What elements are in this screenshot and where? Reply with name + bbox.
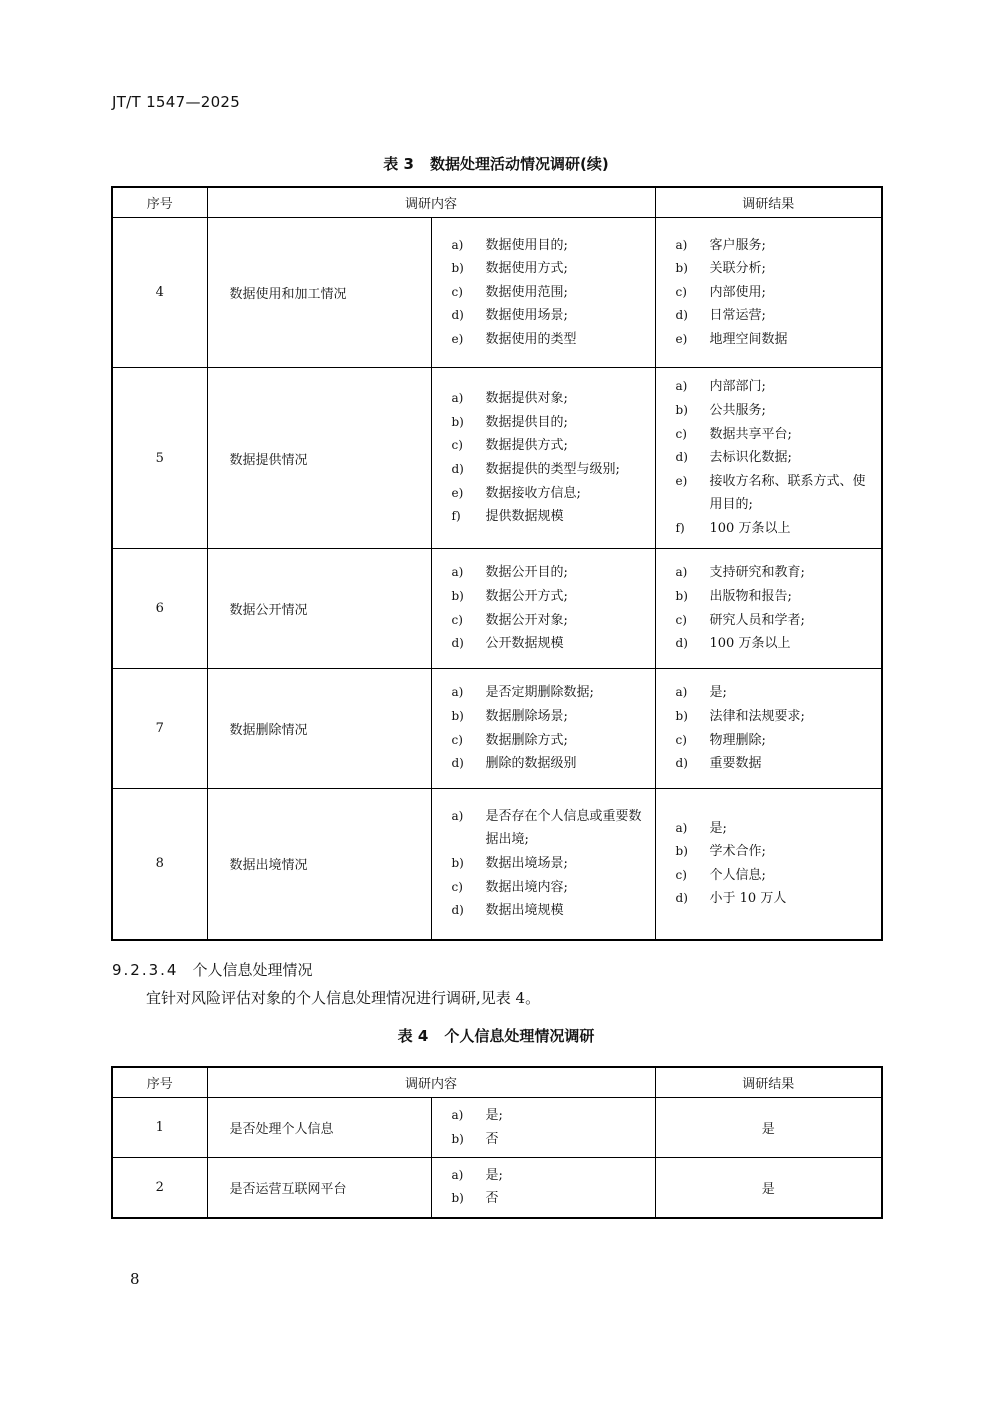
- list-item: [676, 752, 878, 776]
- table3: [111, 186, 883, 941]
- list-marker: e): [675, 473, 688, 488]
- list-text: 客户服务;: [709, 237, 766, 253]
- table3-header-no: 序号: [112, 187, 207, 218]
- table-row: [112, 218, 882, 368]
- list-text: 内部使用;: [709, 284, 766, 300]
- list-item: [452, 411, 651, 435]
- list-marker: c): [451, 284, 463, 299]
- list-marker: d): [451, 462, 464, 476]
- list-item: [452, 681, 651, 705]
- list-marker: b): [451, 1131, 464, 1146]
- item-list: [656, 681, 882, 775]
- list-text: 研究人员和学者;: [709, 612, 805, 628]
- list-text: 数据公开目的;: [485, 565, 568, 581]
- table4: [111, 1066, 883, 1219]
- list-marker: a): [451, 685, 464, 700]
- list-item: [676, 517, 878, 541]
- row-number: 4: [112, 218, 207, 368]
- list-text: 是;: [709, 820, 727, 836]
- list-item: [452, 482, 651, 506]
- row-content: [431, 1098, 655, 1158]
- list-marker: a): [675, 379, 688, 394]
- list-item: [452, 281, 651, 305]
- list-marker: e): [451, 485, 464, 500]
- list-item: [452, 899, 651, 923]
- list-item: [452, 1164, 651, 1188]
- row-content: [431, 368, 655, 549]
- list-marker: c): [675, 732, 687, 747]
- list-item: [452, 876, 651, 900]
- list-marker: a): [675, 565, 688, 580]
- list-item: [452, 1128, 651, 1152]
- list-text: 数据使用范围;: [485, 284, 568, 300]
- row-item: 数据公开情况: [207, 549, 431, 669]
- list-item: [452, 729, 651, 753]
- list-item: [452, 505, 651, 529]
- row-content: [431, 549, 655, 669]
- list-marker: a): [451, 1107, 464, 1122]
- list-marker: f): [675, 520, 685, 535]
- list-item: [676, 817, 878, 841]
- list-item: [452, 852, 651, 876]
- item-list: [432, 1104, 655, 1151]
- table-row: [112, 368, 882, 549]
- list-text: 数据删除场景;: [485, 708, 568, 724]
- list-marker: c): [451, 612, 463, 627]
- list-text: 数据出境场景;: [485, 855, 568, 871]
- list-marker: c): [451, 438, 463, 453]
- standard-code: JT/T 1547—2025: [112, 93, 241, 111]
- list-marker: e): [451, 331, 464, 346]
- item-list: [432, 1164, 655, 1211]
- list-text: 法律和法规要求;: [709, 708, 805, 724]
- list-item: [676, 585, 878, 609]
- section-number: 9.2.3.4: [112, 961, 179, 979]
- table4-caption-title: 个人信息处理情况调研: [444, 1027, 595, 1045]
- item-list: [656, 234, 882, 352]
- list-text: 出版物和报告;: [709, 588, 792, 604]
- list-marker: c): [451, 879, 463, 894]
- list-text: 去标识化数据;: [709, 450, 792, 466]
- list-marker: b): [675, 588, 688, 603]
- list-marker: d): [451, 636, 464, 651]
- table4-header-row: [112, 1067, 882, 1098]
- row-item: 是否处理个人信息: [207, 1098, 431, 1158]
- table3-caption: [0, 153, 992, 174]
- table-row: [112, 1158, 882, 1218]
- list-item: [452, 561, 651, 585]
- page-number: 8: [130, 1270, 140, 1288]
- list-text: 数据公开方式;: [485, 588, 568, 604]
- list-text: 公共服务;: [709, 403, 766, 419]
- row-number: 6: [112, 549, 207, 669]
- list-item: [452, 1187, 651, 1211]
- list-item: [452, 304, 651, 328]
- list-text: 是;: [485, 1167, 503, 1183]
- row-item: 数据删除情况: [207, 669, 431, 789]
- list-text: 数据出境规模: [485, 903, 564, 919]
- list-marker: b): [675, 708, 688, 723]
- list-item: [452, 632, 651, 656]
- table-row: [112, 669, 882, 789]
- list-marker: d): [451, 756, 464, 771]
- list-marker: b): [675, 844, 688, 859]
- list-marker: c): [675, 612, 687, 627]
- list-item: [452, 1104, 651, 1128]
- list-marker: f): [451, 509, 461, 524]
- table4-caption: [0, 1025, 992, 1046]
- list-item: [452, 609, 651, 633]
- list-item: [452, 585, 651, 609]
- list-text: 删除的数据级别: [485, 756, 577, 772]
- row-number: 8: [112, 789, 207, 940]
- list-marker: b): [451, 708, 464, 723]
- row-item: 数据出境情况: [207, 789, 431, 940]
- list-text: 数据公开对象;: [485, 612, 568, 628]
- list-text: 支持研究和教育;: [709, 565, 805, 581]
- row-result: 是: [655, 1098, 882, 1158]
- list-text: 数据使用场景;: [485, 308, 568, 324]
- row-number: 5: [112, 368, 207, 549]
- list-item: [452, 234, 651, 258]
- list-text: 是;: [485, 1107, 503, 1123]
- list-text: 内部部门;: [709, 379, 766, 395]
- list-marker: d): [675, 636, 688, 651]
- list-text: 数据提供方式;: [485, 438, 568, 454]
- list-marker: a): [451, 808, 464, 823]
- list-text: 重要数据: [709, 756, 762, 772]
- row-result: 是: [655, 1158, 882, 1218]
- list-marker: c): [451, 732, 463, 747]
- list-marker: c): [675, 284, 687, 299]
- list-text: 数据提供目的;: [485, 414, 568, 430]
- list-item: [676, 470, 878, 517]
- section-title: 个人信息处理情况: [192, 961, 313, 979]
- item-list: [432, 234, 655, 352]
- list-text: 否: [485, 1191, 499, 1207]
- table3-header-content: 调研内容: [207, 187, 655, 218]
- item-list: [656, 375, 882, 540]
- list-item: [676, 864, 878, 888]
- list-marker: d): [675, 891, 688, 906]
- list-marker: a): [451, 565, 464, 580]
- row-result: [655, 218, 882, 368]
- list-item: [676, 328, 878, 352]
- list-text: 数据删除方式;: [485, 732, 568, 748]
- list-text: 个人信息;: [709, 867, 766, 883]
- list-item: [452, 752, 651, 776]
- list-item: [452, 705, 651, 729]
- list-marker: b): [451, 588, 464, 603]
- table3-caption-label: 表 3: [383, 155, 414, 173]
- list-marker: e): [675, 331, 688, 346]
- list-text: 提供数据规模: [485, 509, 564, 525]
- list-item: [452, 458, 651, 482]
- list-text: 是;: [709, 685, 727, 701]
- table4-header-no: 序号: [112, 1067, 207, 1098]
- list-text: 小于 10 万人: [709, 891, 787, 907]
- list-item: [676, 281, 878, 305]
- item-list: [432, 681, 655, 775]
- list-marker: b): [675, 403, 688, 418]
- table3-header-result: 调研结果: [655, 187, 882, 218]
- list-marker: b): [451, 855, 464, 870]
- list-text: 公开数据规模: [485, 636, 564, 652]
- row-content: [431, 669, 655, 789]
- list-text: 数据使用方式;: [485, 261, 568, 277]
- row-result: [655, 669, 882, 789]
- list-text: 学术合作;: [709, 844, 766, 860]
- item-list: [656, 561, 882, 655]
- list-marker: d): [675, 308, 688, 323]
- list-item: [452, 434, 651, 458]
- list-marker: d): [451, 903, 464, 918]
- list-item: [676, 375, 878, 399]
- row-item: 是否运营互联网平台: [207, 1158, 431, 1218]
- row-number: 2: [112, 1158, 207, 1218]
- table-row: [112, 1098, 882, 1158]
- list-text: 数据接收方信息;: [485, 485, 581, 501]
- row-content: [431, 789, 655, 940]
- list-item: [676, 304, 878, 328]
- list-item: [676, 705, 878, 729]
- list-item: [452, 387, 651, 411]
- list-item: [676, 257, 878, 281]
- row-content: [431, 1158, 655, 1218]
- item-list: [432, 561, 655, 655]
- list-item: [452, 805, 651, 852]
- list-marker: a): [451, 237, 464, 252]
- list-text: 否: [485, 1131, 499, 1147]
- list-text: 日常运营;: [709, 308, 766, 324]
- table-row: [112, 549, 882, 669]
- list-text: 是否存在个人信息或重要数据出境;: [485, 808, 642, 848]
- list-text: 数据提供的类型与级别;: [485, 462, 620, 477]
- row-number: 7: [112, 669, 207, 789]
- list-item: [676, 632, 878, 656]
- item-list: [656, 817, 882, 911]
- list-marker: c): [675, 426, 687, 441]
- item-list: [432, 387, 655, 529]
- list-item: [676, 561, 878, 585]
- list-marker: a): [675, 237, 688, 252]
- row-result: [655, 789, 882, 940]
- table4-caption-label: 表 4: [397, 1027, 429, 1045]
- list-marker: c): [675, 867, 687, 882]
- table-row: [112, 789, 882, 940]
- row-item: 数据使用和加工情况: [207, 218, 431, 368]
- list-marker: b): [451, 261, 464, 276]
- list-marker: d): [675, 756, 688, 771]
- list-item: [676, 729, 878, 753]
- list-item: [676, 609, 878, 633]
- list-item: [676, 446, 878, 470]
- row-result: [655, 368, 882, 549]
- table3-header-row: [112, 187, 882, 218]
- list-text: 数据出境内容;: [485, 879, 568, 895]
- list-text: 数据使用的类型: [485, 331, 577, 347]
- list-text: 数据提供对象;: [485, 391, 568, 407]
- list-marker: d): [675, 450, 688, 465]
- section-heading: [112, 959, 313, 980]
- list-item: [452, 257, 651, 281]
- list-item: [676, 423, 878, 447]
- list-text: 物理删除;: [709, 732, 766, 748]
- table4-header-content: 调研内容: [207, 1067, 655, 1098]
- list-item: [676, 887, 878, 911]
- list-text: 100 万条以上: [709, 520, 791, 536]
- list-marker: b): [675, 261, 688, 276]
- list-marker: b): [451, 414, 464, 429]
- list-text: 数据使用目的;: [485, 237, 568, 253]
- list-text: 数据共享平台;: [709, 426, 792, 442]
- table4-header-result: 调研结果: [655, 1067, 882, 1098]
- list-item: [452, 328, 651, 352]
- item-list: [432, 805, 655, 923]
- row-number: 1: [112, 1098, 207, 1158]
- list-marker: a): [451, 1167, 464, 1182]
- list-item: [676, 840, 878, 864]
- list-item: [676, 234, 878, 258]
- section-paragraph: 宜针对风险评估对象的个人信息处理情况进行调研,见表 4。: [146, 989, 541, 1007]
- list-marker: a): [675, 820, 688, 835]
- list-marker: a): [451, 391, 464, 406]
- row-item: 数据提供情况: [207, 368, 431, 549]
- list-text: 是否定期删除数据;: [485, 685, 594, 701]
- table3-caption-title: 数据处理活动情况调研(续): [429, 155, 609, 173]
- list-marker: d): [451, 308, 464, 323]
- list-marker: b): [451, 1191, 464, 1206]
- row-result: [655, 549, 882, 669]
- list-text: 100 万条以上: [709, 636, 791, 652]
- list-text: 关联分析;: [709, 261, 766, 277]
- list-item: [676, 399, 878, 423]
- list-marker: a): [675, 685, 688, 700]
- list-text: 地理空间数据: [709, 331, 788, 347]
- list-item: [676, 681, 878, 705]
- row-content: [431, 218, 655, 368]
- list-text: 接收方名称、联系方式、使用目的;: [709, 473, 866, 513]
